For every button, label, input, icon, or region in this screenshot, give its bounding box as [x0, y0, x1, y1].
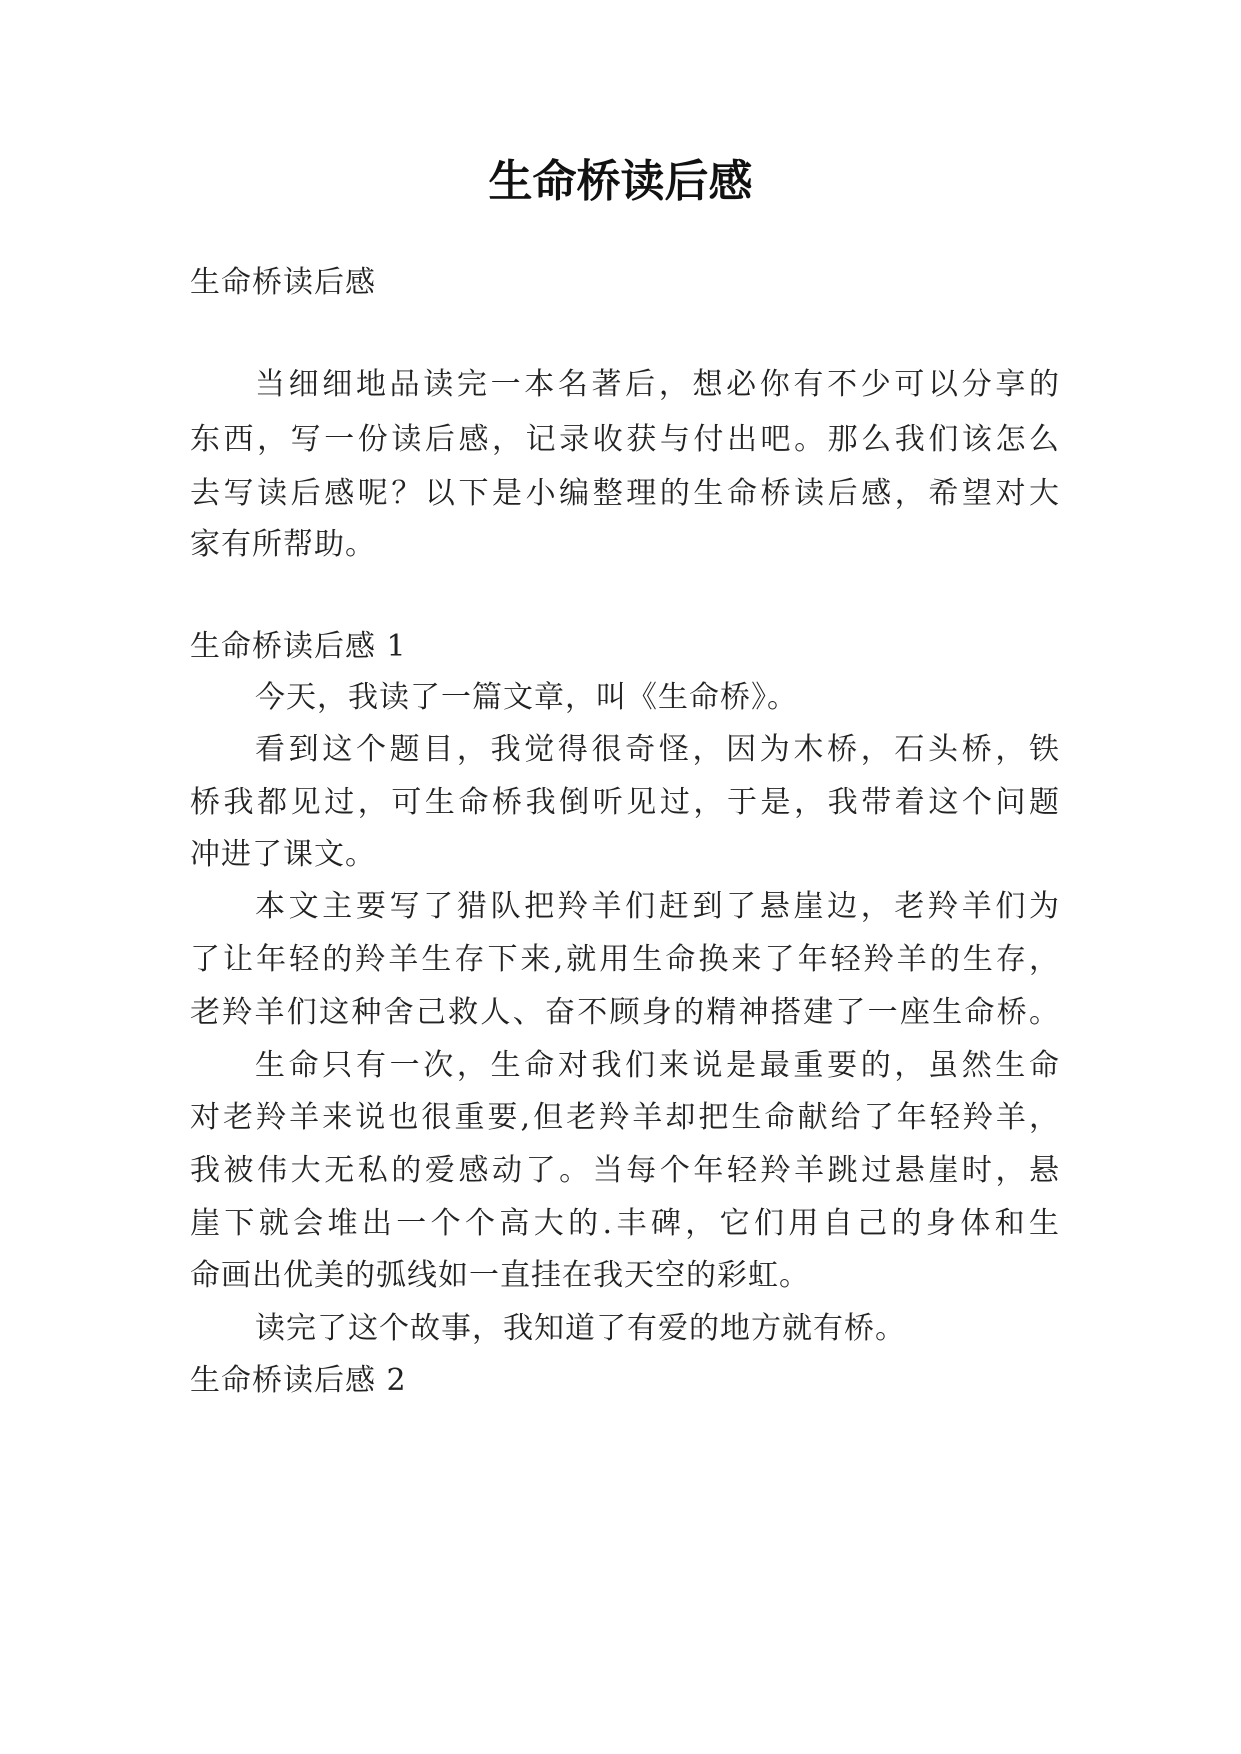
section-1-line-7: 老羚羊们这种舍己救人、奋不顾身的精神搭建了一座生命桥。: [190, 995, 1060, 1030]
section-1-heading: 生命桥读后感 1: [190, 629, 407, 664]
document-subtitle: 生命桥读后感: [190, 265, 376, 300]
section-1-line-5: 本文主要写了猎队把羚羊们赶到了悬崖边，老羚羊们为: [255, 889, 1060, 924]
section-1-line-12: 命画出优美的弧线如一直挂在我天空的彩虹。: [190, 1258, 810, 1293]
section-1-line-9: 对老羚羊来说也很重要,但老羚羊却把生命献给了年轻羚羊，: [190, 1100, 1060, 1135]
intro-line-2: 东西，写一份读后感，记录收获与付出吧。那么我们该怎么: [190, 422, 1060, 457]
section-1-line-4: 冲进了课文。: [190, 837, 376, 872]
intro-line-4: 家有所帮助。: [190, 527, 376, 562]
intro-line-3: 去写读后感呢？以下是小编整理的生命桥读后感，希望对大: [190, 476, 1060, 511]
section-2-heading: 生命桥读后感 2: [190, 1363, 407, 1398]
section-1-line-2: 看到这个题目，我觉得很奇怪，因为木桥，石头桥，铁: [255, 732, 1060, 767]
intro-line-1: 当细细地品读完一本名著后，想必你有不少可以分享的: [255, 367, 1060, 402]
document-title: 生命桥读后感: [488, 156, 753, 207]
section-1-line-1: 今天，我读了一篇文章，叫《生命桥》。: [255, 680, 798, 715]
section-1-line-10: 我被伟大无私的爱感动了。当每个年轻羚羊跳过悬崖时，悬: [190, 1153, 1060, 1188]
section-1-line-3: 桥我都见过，可生命桥我倒听见过，于是，我带着这个问题: [190, 785, 1060, 820]
section-1-line-13: 读完了这个故事，我知道了有爱的地方就有桥。: [255, 1311, 906, 1346]
section-1-line-8: 生命只有一次，生命对我们来说是最重要的，虽然生命: [255, 1048, 1060, 1083]
section-1-line-11: 崖下就会堆出一个个高大的.丰碑，它们用自己的身体和生: [190, 1206, 1060, 1241]
section-1-line-6: 了让年轻的羚羊生存下来,就用生命换来了年轻羚羊的生存，: [190, 942, 1060, 977]
